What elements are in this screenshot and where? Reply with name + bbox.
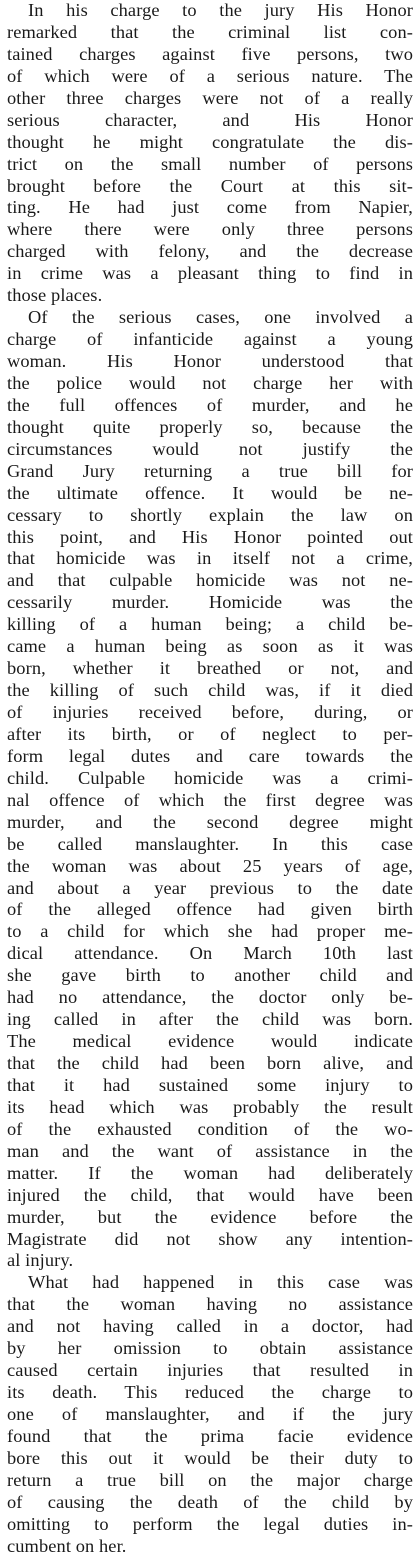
article-paragraph [7, 1272, 413, 1557]
text-line: and that culpable homicide was not ne- [7, 570, 413, 591]
text-line: ting. He had just come from Napier, [7, 197, 413, 218]
text-line: serious character, and His Honor [7, 109, 413, 130]
text-line: The medical evidence would indicate [7, 1031, 413, 1052]
text-line: to a child for which she had proper me- [7, 921, 413, 942]
text-line: killing of a human being; a child be- [7, 614, 413, 635]
text-line: after its birth, or of neglect to per- [7, 723, 413, 744]
text-line: man and the want of assistance in the [7, 1140, 413, 1161]
text-line: this point, and His Honor pointed out [7, 526, 413, 547]
text-line: that it had sustained some injury to [7, 1074, 413, 1095]
text-line: Grand Jury returning a true bill for [7, 460, 413, 481]
text-line: of the exhausted condition of the wo- [7, 1118, 413, 1139]
text-line: the ultimate offence. It would be ne- [7, 482, 413, 503]
text-line: born, whether it breathed or not, and [7, 658, 413, 679]
text-line: circumstances would not justify the [7, 438, 413, 459]
text-line: thought quite properly so, because the [7, 416, 413, 437]
text-line: remarked that the criminal list con- [7, 21, 413, 42]
text-line: tained charges against five persons, two [7, 43, 413, 64]
text-line: child. Culpable homicide was a crimi- [7, 767, 413, 788]
text-line: What had happened in this case was [28, 1272, 413, 1293]
text-line: of the alleged offence had given birth [7, 899, 413, 920]
text-line: al injury. [7, 1250, 74, 1271]
text-line: its head which was probably the result [7, 1096, 413, 1117]
text-line: return a true bill on the major charge [7, 1469, 413, 1490]
text-line: those places. [7, 285, 103, 306]
text-line: and about a year previous to the date [7, 877, 413, 898]
text-line: and not having called in a doctor, had [7, 1316, 413, 1337]
text-line: murder, but the evidence before the [7, 1206, 413, 1227]
text-line: trict on the small number of persons [7, 153, 413, 174]
text-line: nal offence of which the first degree was [7, 789, 413, 810]
article-text [7, 0, 413, 1558]
text-line: the police would not charge her with [7, 372, 413, 393]
text-line: came a human being as soon as it was [7, 636, 413, 657]
text-line: thought he might congratulate the dis- [7, 131, 413, 152]
text-line: Of the serious cases, one involved a [28, 307, 413, 328]
text-line: In his charge to the jury His Honor [28, 0, 413, 20]
text-line: form legal dutes and care towards the [7, 745, 413, 766]
text-line: ing called in after the child was born. [7, 1009, 413, 1030]
article-paragraph [7, 0, 413, 307]
text-line: caused certain injuries that resulted in [7, 1360, 413, 1381]
text-line: injured the child, that would have been [7, 1184, 413, 1205]
text-line: one of manslaughter, and if the jury [7, 1404, 413, 1424]
text-line: the woman was about 25 years of age, [7, 855, 413, 876]
text-line: charge of infanticide against a young [7, 329, 413, 350]
text-line: cessary to shortly explain the law on [7, 504, 413, 525]
text-line: its death. This reduced the charge to [7, 1382, 413, 1403]
text-line: cessarily murder. Homicide was the [7, 592, 413, 613]
text-line: other three charges were not of a really [7, 87, 413, 108]
text-line: that the child had been born alive, and [7, 1053, 413, 1073]
text-line: where there were only three persons [7, 219, 413, 240]
text-line: Magistrate did not show any intention- [7, 1228, 413, 1249]
text-line: dical attendance. On March 10th last [7, 943, 413, 964]
text-line: the killing of such child was, if it died [7, 680, 413, 701]
article-paragraph [7, 307, 413, 1272]
text-line: by her omission to obtain assistance [7, 1338, 413, 1359]
text-line: she gave birth to another child and [7, 965, 413, 986]
text-line: found that the prima facie evidence [7, 1425, 413, 1446]
text-line: bore this out it would be their duty to [7, 1447, 413, 1468]
text-line: had no attendance, the doctor only be- [7, 987, 413, 1008]
text-line: of injuries received before, during, or [7, 702, 413, 722]
text-line: that the woman having no assistance [7, 1294, 413, 1315]
text-line: charged with felony, and the decrease [7, 241, 413, 262]
text-line: omitting to perform the legal duties in- [7, 1513, 413, 1534]
text-line: brought before the Court at this sit- [7, 175, 413, 196]
text-line: that homicide was in itself not a crime, [7, 548, 413, 569]
text-line: be called manslaughter. In this case [7, 833, 413, 854]
text-line: woman. His Honor understood that [7, 351, 413, 371]
text-line: the full offences of murder, and he [7, 394, 413, 415]
text-line: murder, and the second degree might [7, 811, 413, 832]
text-line: matter. If the woman had deliberately [7, 1162, 413, 1183]
text-line: of causing the death of the child by [7, 1491, 413, 1512]
text-line: in crime was a pleasant thing to find in [7, 263, 413, 284]
text-line: cumbent on her. [7, 1535, 127, 1556]
text-line: of which were of a serious nature. The [7, 65, 413, 86]
